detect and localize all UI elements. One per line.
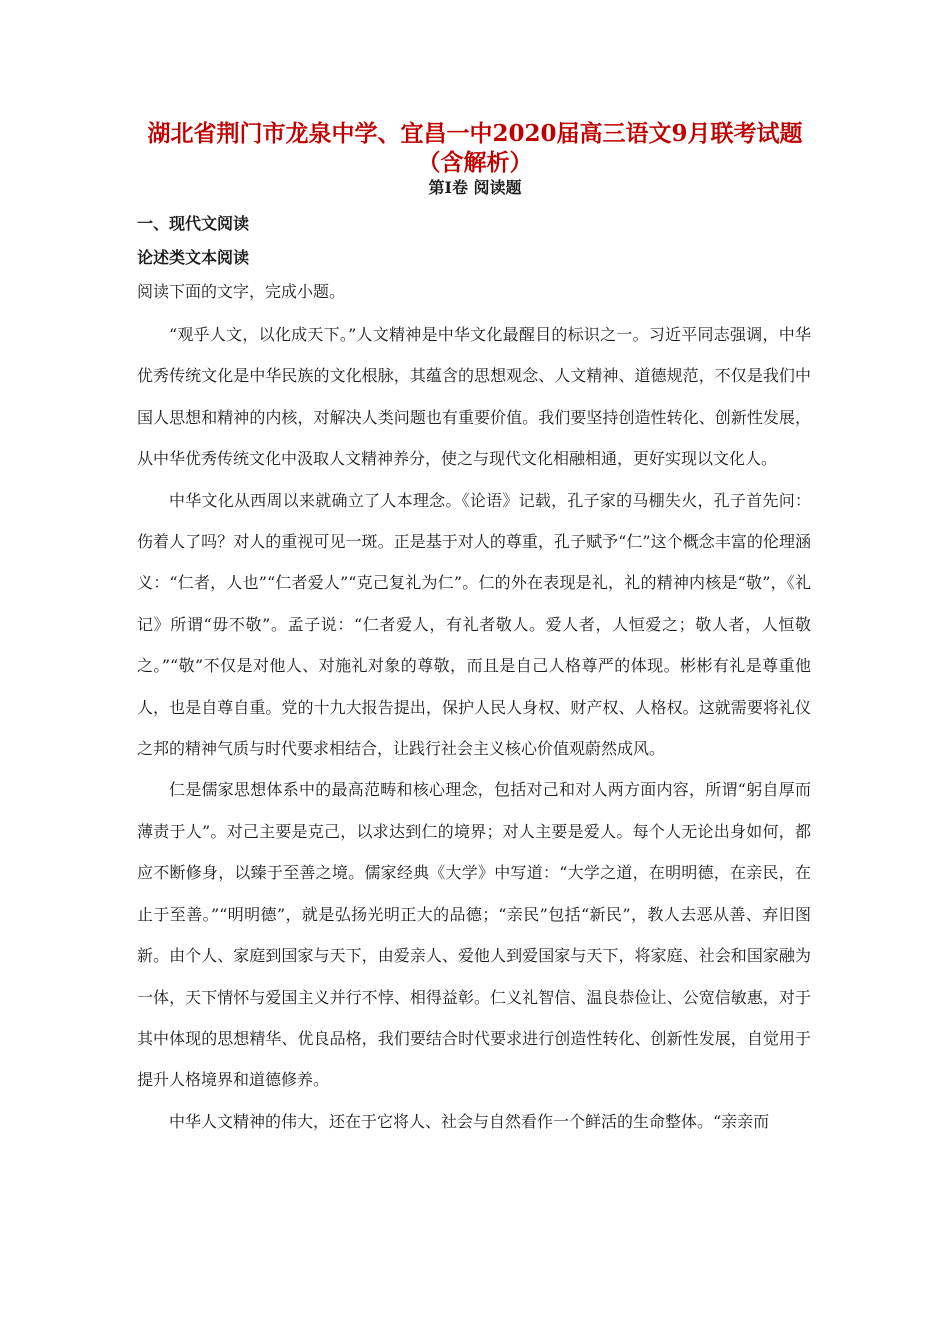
paragraph: “观乎人文，以化成天下。”人文精神是中华文化最醒目的标识之一。习近平同志强调，中华优秀传统文化是中华民族的文化根脉，其蕴含的思想观念、人文精神、道德规范，不仅是我们中国人思想和精神的内核，对解决人类问题也有重要价值。我们要坚持创造性转化、创新性发展，从中华优秀传统文化中汲取人文精神养分，使之与现代文化相融相通，更好实现以文化人。 [137,325,811,469]
part-title: 第Ⅰ卷 阅读题 [428,178,522,197]
article-body [137,314,811,1142]
subsection-title: 论述类文本阅读 [137,248,250,267]
reading-instruction: 阅读下面的文字，完成小题。 [137,282,346,301]
section-title: 一、现代文阅读 [137,214,250,233]
paragraph: 中华人文精神的伟大，还在于它将人、社会与自然看作一个鲜活的生命整体。“亲亲而 [169,1111,770,1131]
paragraph: 中华文化从西周以来就确立了人本理念。《论语》记载，孔子家的马棚失火，孔子首先问：伤着人了吗？对人的重视可见一斑。正是基于对人的尊重，孔子赋予“仁”这个概念丰富的伦理涵义：“仁者，人也”“仁者爱人”“克己复礼为仁”。仁的外在表现是礼，礼的精神内核是“敬”，《礼记》所谓“毋不敬”。孟子说：“仁者爱人，有礼者敬人。爱人者，人恒爱之；敬人者，人恒敬之。”“敬”不仅是对他人、对施礼对象的尊敬，而且是自己人格尊严的体现。彬彬有礼是尊重他人，也是自尊自重。党的十九大报告提出，保护人民人身权、财产权、人格权。这就需要将礼仪之邦的精神气质与时代要求相结合，让践行社会主义核心价值观蔚然成风。 [137,490,811,759]
document-title: 湖北省荆门市龙泉中学、宜昌一中2020届高三语文9月联考试题（含解析） [147,120,803,176]
paragraph: 仁是儒家思想体系中的最高范畴和核心理念，包括对己和对人两方面内容，所谓“躬自厚而薄责于人”。对己主要是克己，以求达到仁的境界；对人主要是爱人。每个人无论出身如何，都应不断修身，以臻于至善之境。儒家经典《大学》中写道：“大学之道，在明明德，在亲民，在止于至善。”“明明德”，就是弘扬光明正大的品德；“亲民”包括“新民”，教人去恶从善、弃旧图新。由个人、家庭到国家与天下，由爱亲人、爱他人到爱国家与天下，将家庭、社会和国家融为一体，天下情怀与爱国主义并行不悖、相得益彰。仁义礼智信、温良恭俭让、公宽信敏惠，对于其中体现的思想精华、优良品格，我们要结合时代要求进行创造性转化、创新性发展，自觉用于提升人格境界和道德修养。 [137,780,811,1090]
